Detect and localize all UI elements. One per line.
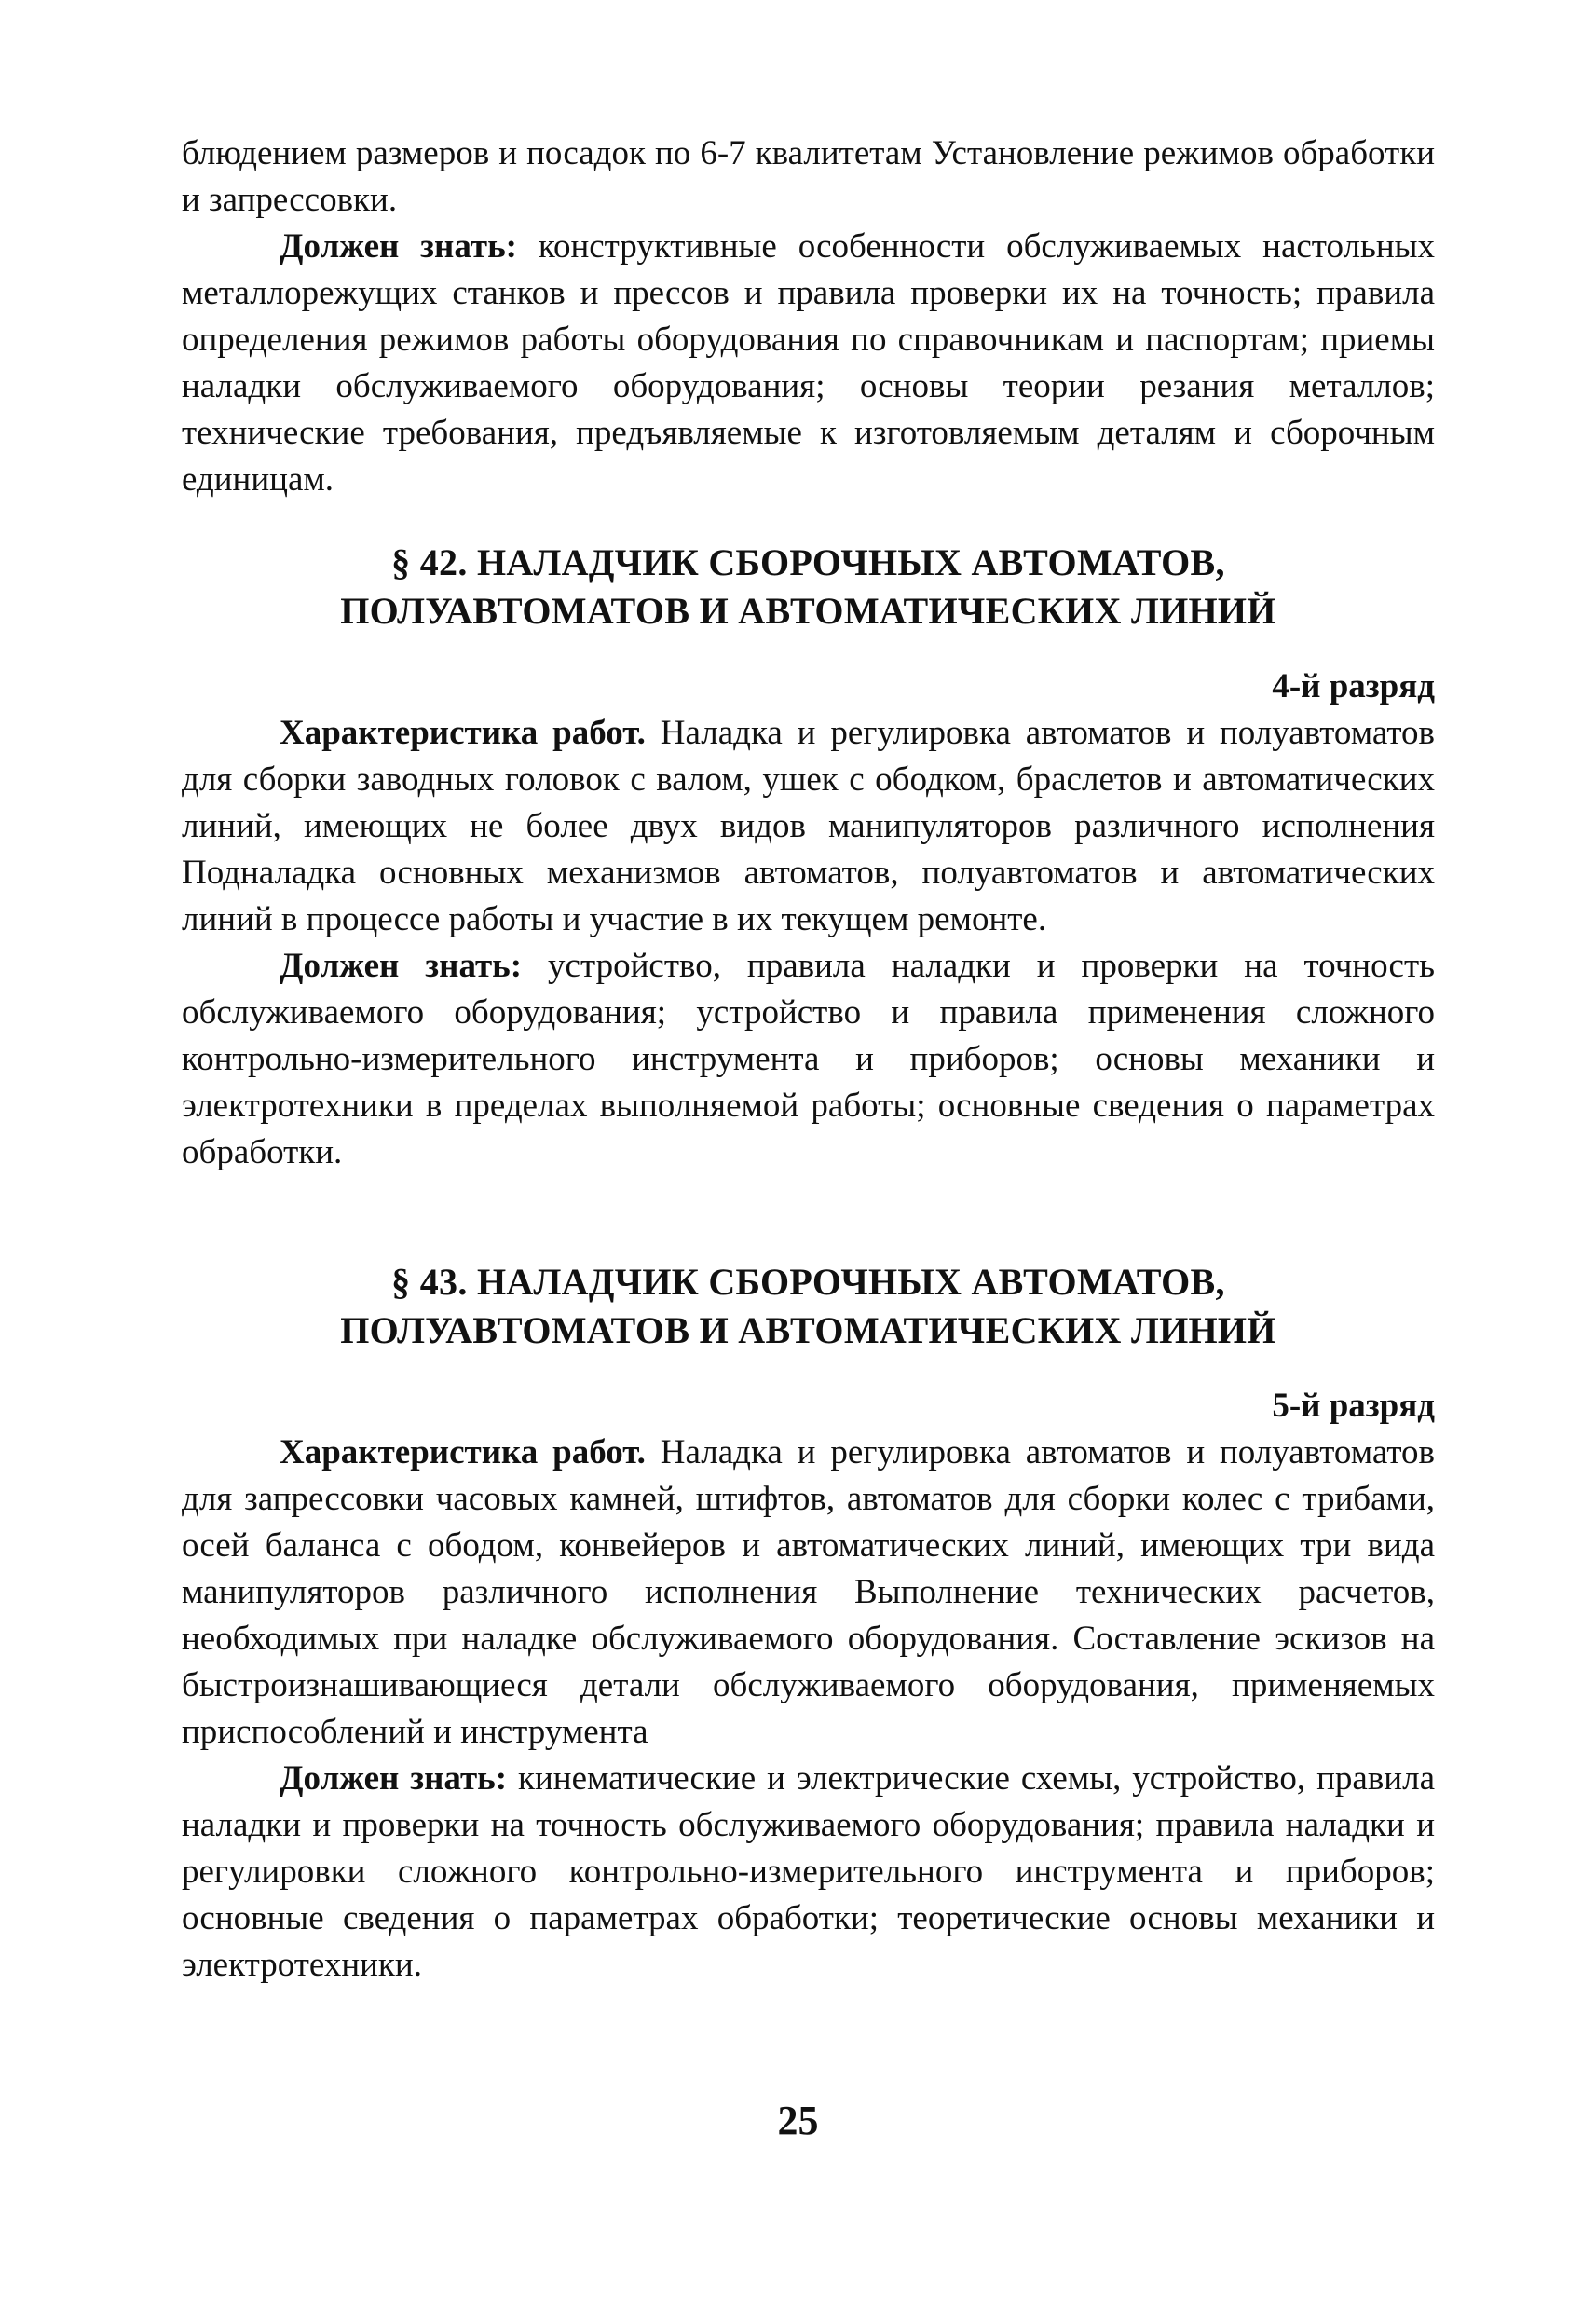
must-know-text: конструктивные особенности обслуживаемых настольных металлорежущих станков и прессов и правила проверки их на точность; правила определения режимов работы оборудования по справочникам и паспортам; приемы наладки обслуживаемого оборудования; основы теории резания металлов; технические требования, предъявляемые к изготовляемым деталям и сборочным единицам. [182, 227, 1435, 499]
paragraph-must-know [182, 224, 1435, 503]
section-42-characteristics [182, 710, 1435, 943]
characteristics-label: Характеристика работ. [280, 1433, 646, 1471]
must-know-label: Должен знать: [280, 227, 517, 266]
section-42-heading [182, 539, 1435, 636]
characteristics-text: Наладка и регулировка автоматов и полуавтоматов для сборки заводных головок с валом, ушек с ободком, браслетов и автоматических линий, имеющих не более двух видов манипуляторов различного исполнения Подналадка основных механизмов автоматов, полуавтоматов и автоматических линий в процессе работы и участие в их текущем ремонте. [182, 714, 1436, 938]
must-know-label: Должен знать: [280, 947, 523, 985]
top-block [182, 130, 1435, 503]
paragraph-continuation: блюдением размеров и посадок по 6-7 квалитетам Установление режимов обработки и запрессовки. [182, 134, 1435, 219]
characteristics-text: Наладка и регулировка автоматов и полуавтоматов для запрессовки часовых камней, штифтов, автоматов для сборки колес с трибами, осей баланса с ободом, конвейеров и автоматических линий, имеющих три вида манипуляторов различного исполнения Выполнение технических расчетов, необходимых при наладке обслуживаемого оборудования. Составление эскизов на быстроизнашивающиеся детали обслуживаемого оборудования, применяемых приспособлений и инструмента [182, 1433, 1436, 1751]
section-43-grade: 5-й разряд [1272, 1387, 1435, 1425]
section-43-title-line2: ПОЛУАВТОМАТОВ И АВТОМАТИЧЕСКИХ ЛИНИЙ [340, 1309, 1276, 1351]
section-43-characteristics [182, 1430, 1435, 1756]
section-43-body [182, 1430, 1435, 1989]
section-43-title-line1: § 43. НАЛАДЧИК СБОРОЧНЫХ АВТОМАТОВ, [391, 1261, 1225, 1303]
must-know-text: устройство, правила наладки и проверки на точность обслуживаемого оборудования; устройство и правила применения сложного контрольно-измерительного инструмента и приборов; основы механики и электротехники в пределах выполняемой работы; основные сведения о параметрах обработки. [182, 947, 1435, 1171]
must-know-text: кинематические и электрические схемы, устройство, правила наладки и проверки на точность обслуживаемого оборудования; правила наладки и регулировки сложного контрольно-измерительного инструмента и приборов; основные сведения о параметрах обработки; теоретические основы механики и электротехники. [182, 1759, 1435, 1984]
section-42-must-know [182, 943, 1435, 1176]
section-42-title-line1: § 42. НАЛАДЧИК СБОРОЧНЫХ АВТОМАТОВ, [391, 541, 1225, 583]
section-42-grade: 4-й разряд [1272, 667, 1435, 705]
section-43-heading [182, 1258, 1435, 1355]
section-42-title-line2: ПОЛУАВТОМАТОВ И АВТОМАТИЧЕСКИХ ЛИНИЙ [340, 590, 1276, 632]
characteristics-label: Характеристика работ. [280, 714, 646, 752]
section-43-must-know [182, 1756, 1435, 1989]
section-42-body [182, 710, 1435, 1176]
page-number: 25 [777, 2098, 819, 2143]
must-know-label: Должен знать: [280, 1759, 508, 1798]
